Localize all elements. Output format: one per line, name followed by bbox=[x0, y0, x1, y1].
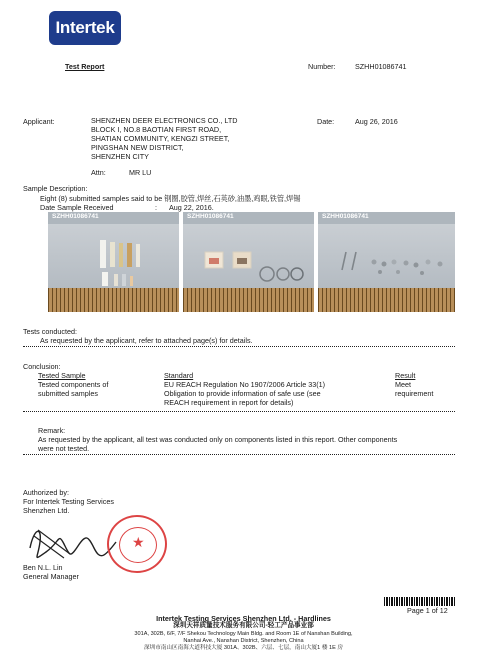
number-label: Number: bbox=[308, 62, 336, 71]
authorized-line: Shenzhen Ltd. bbox=[23, 506, 70, 515]
signer-name: Ben N.L. Lin bbox=[23, 563, 63, 572]
remark-heading: Remark: bbox=[38, 426, 66, 435]
applicant-line: SHENZHEN DEER ELECTRONICS CO., LTD bbox=[91, 116, 238, 125]
sample-photo-1 bbox=[48, 212, 179, 312]
cell-line: requirement bbox=[395, 389, 434, 398]
tested-sample-cell bbox=[38, 380, 108, 398]
col-result: Result bbox=[395, 371, 416, 380]
company-seal: ★ bbox=[107, 515, 167, 573]
result-cell bbox=[395, 380, 433, 398]
authorized-line: Authorized by: bbox=[23, 488, 69, 497]
photo-label: SZHH01086741 bbox=[187, 213, 234, 220]
remark-line: were not tested. bbox=[38, 444, 90, 453]
date-value: Aug 26, 2016 bbox=[355, 117, 398, 126]
applicant-line: PINGSHAN NEW DISTRICT, bbox=[91, 143, 184, 152]
signer-title: General Manager bbox=[23, 572, 79, 581]
authorized-block bbox=[23, 488, 114, 515]
footer-address-cn: 深圳市南山区南海大道科技大厦 301A、302B、六层、七层，南山大厦1 楼 1E 房 bbox=[144, 645, 343, 651]
divider bbox=[23, 411, 455, 412]
tests-text: As requested by the applicant, refer to attached page(s) for details. bbox=[40, 336, 253, 345]
footer-company: Intertek Testing Services Shenzhen Ltd. - Hardlines bbox=[156, 614, 331, 623]
footer-address-1: 301A, 302B, 6/F, 7/F Shekou Technology Main Bldg. and Room 1E of Nanshan Building, bbox=[134, 631, 353, 637]
conclusion-heading: Conclusion: bbox=[23, 362, 61, 371]
col-standard: Standard bbox=[164, 371, 194, 380]
cell-line: Tested components of bbox=[38, 380, 109, 389]
attn-value: MR LU bbox=[129, 168, 152, 177]
authorized-line: For Intertek Testing Services bbox=[23, 497, 114, 506]
test-report-title: Test Report bbox=[65, 62, 105, 71]
photo-label: SZHH01086741 bbox=[52, 213, 99, 220]
footer-company-cn: 深圳天祥质量技术服务有限公司-轻工产品事业部 bbox=[173, 622, 314, 629]
received-separator: : bbox=[155, 203, 157, 212]
barcode bbox=[384, 597, 456, 606]
date-label: Date: bbox=[317, 117, 335, 126]
applicant-line: BLOCK I, NO.8 BAOTIAN FIRST ROAD, bbox=[91, 125, 222, 134]
page-number: Page 1 of 12 bbox=[407, 606, 448, 615]
divider bbox=[23, 454, 455, 455]
applicant-address bbox=[91, 116, 237, 161]
sample-photo-3 bbox=[318, 212, 455, 312]
signature bbox=[24, 518, 120, 566]
standard-cell bbox=[164, 380, 325, 407]
applicant-label: Applicant: bbox=[23, 117, 55, 126]
divider bbox=[23, 346, 455, 347]
remark-line: As requested by the applicant, all test was conducted only on components listed in this report. Other components bbox=[38, 435, 398, 444]
tests-heading: Tests conducted: bbox=[23, 327, 77, 336]
cell-line: Meet bbox=[395, 380, 411, 389]
cell-line: EU REACH Regulation No 1907/2006 Article 33(1) bbox=[164, 380, 326, 389]
attn-label: Attn: bbox=[91, 168, 106, 177]
received-date: Aug 22, 2016. bbox=[169, 203, 214, 212]
applicant-line: SHATIAN COMMUNITY, KENGZI STREET, bbox=[91, 134, 230, 143]
intertek-logo: Intertek bbox=[49, 11, 121, 45]
sample-description-text: Eight (8) submitted samples said to be 钢圈,胶管,焊丝,石英砂,油墨,鸡眼,铁管,焊锡 bbox=[40, 194, 301, 203]
footer-address-2: Nanhai Ave., Nanshan District, Shenzhen, China bbox=[183, 638, 304, 644]
report-number: SZHH01086741 bbox=[355, 62, 407, 71]
remark-text bbox=[38, 435, 397, 453]
cell-line: REACH requirement in report for details) bbox=[164, 398, 294, 407]
sample-photo-2 bbox=[183, 212, 314, 312]
col-tested-sample: Tested Sample bbox=[38, 371, 86, 380]
cell-line: submitted samples bbox=[38, 389, 98, 398]
sample-description-heading: Sample Description: bbox=[23, 184, 88, 193]
applicant-line: SHENZHEN CITY bbox=[91, 152, 149, 161]
photo-label: SZHH01086741 bbox=[322, 213, 369, 220]
received-label: Date Sample Received bbox=[40, 203, 114, 212]
cell-line: Obligation to provide information of safe use (see bbox=[164, 389, 321, 398]
